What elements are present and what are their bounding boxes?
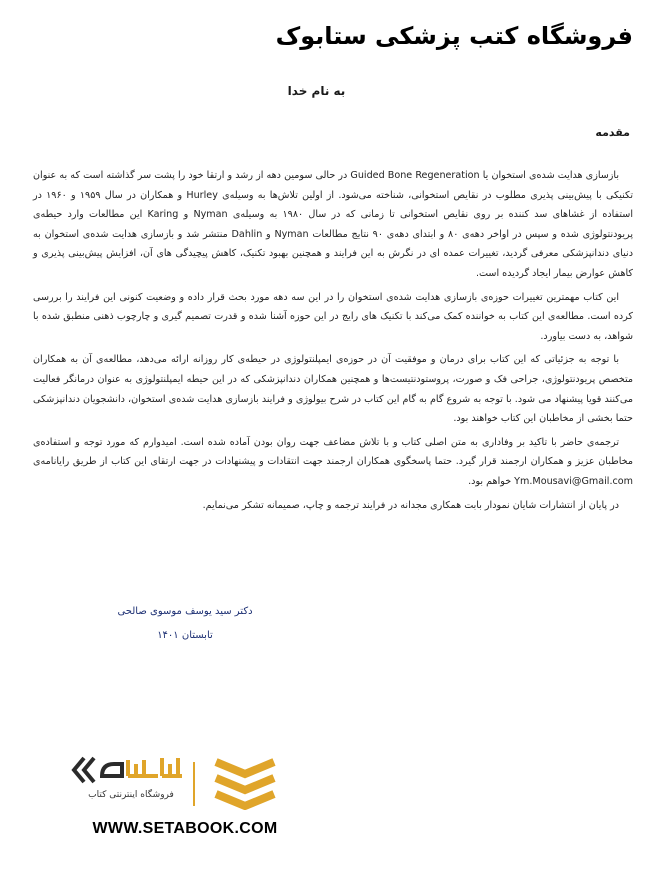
paragraph: این کتاب مهمترین تغییرات حوزه‌ی بازسازی هدایت شده‌ی استخوان را در این سه دهه مورد بحث قرار داده و وضعیت کنونی این فرایند را بررسی کرده است. مطالعه‌ی این کتاب به خواننده کمک می‌کند با تکنیک های رایج در این حوزه آشنا شده و قدرت تصمیم گیری و چارچوب ذهنی منطبق شده با شواهد، به دست بیاورد. — [33, 291, 633, 342]
signature-block — [100, 600, 270, 648]
book-stack-icon — [210, 754, 280, 810]
website-url: WWW.SETABOOK.COM — [92, 820, 278, 837]
setabook-logo — [60, 752, 300, 812]
bismillah-text: به نام خدا — [287, 84, 346, 98]
paragraph: بازسازی هدایت شده‌ی استخوان یا Guided Bone Regeneration در حالی سومین دهه از رشد و ارتقا خود را پشت سر گذاشته است که به عنوان تکنیکی با پیش‌بینی پذیری مطلوب در نقایص استخوانی، شناخته می‌شود. از اولین تلاش‌ها به وسیله‌ی Hurley و همکاران در سال ۱۹۵۹ و ۱۹۶۰ در استفاده از غشاهای سد کننده بر روی نقایص استخوانی تا زمانی که در سال ۱۹۸۰ به وسیله‌ی Nyman و Karing این مطالعات وارد حیطه‌ی پریودنتولوژی شده و سپس در اواخر دهه‌ی ۸۰ و ابتدای دهه‌ی ۹۰ نتایج مطالعات Nyman و Dahlin منتشر شد و بازسازی هدایت شده‌ی استخوان به دنیای دندانپزشکی معرفی گردید، تغییرات عمده ای در نگرش به این فرایند و همچنین بهبود تکنیک، کاهش پیچیدگی های آن، افزایش پیش‌بینی پذیری و کاهش عوارض بیمار ایجاد گردیده است. — [33, 170, 634, 279]
document-body — [33, 166, 633, 519]
signature-name: دکتر سید یوسف موسوی صالحی — [117, 606, 253, 617]
bismillah — [0, 84, 663, 98]
store-header-title: فروشگاه کتب پزشکی ستابوک — [275, 22, 633, 50]
signature-date: تابستان ۱۴۰۱ — [157, 630, 213, 641]
section-title: مقدمه — [595, 126, 630, 139]
logo-wordmark-icon — [70, 754, 188, 786]
paragraph: ترجمه‌ی حاضر با تاکید بر وفاداری به متن اصلی کتاب و با تلاش مضاعف جهت روان بودن آماده شده است. امیدوارم که مورد توجه و استفاده‌ی مخاطبان عزیز و همکاران ارجمند قرار گیرد. حتما پاسخگوی همکاران ارجمند جهت انتقادات و پیشنهادات در جهت ارتقای این کتاب از طریق رایانامه‌ی Ym.Mousavi@Gmail.com خواهم بود. — [33, 436, 633, 487]
logo-tagline: فروشگاه اینترنتی کتاب — [88, 790, 174, 800]
paragraph: با توجه به جزئیاتی که این کتاب برای درمان و موفقیت آن در حوزه‌ی ایمپلنتولوژی در حیطه‌ی کار روزانه ارائه می‌دهد، مطالعه‌ی آن به همکاران متخصص پریودنتولوژی، جراحی فک و صورت، پروستودنتیست‌ها و همچنین همکاران دندانپزشکی که در این حیطه ایمپلنتولوژی به عنوان درمانگر فعالیت می‌کنند قویا پیشنهاد می شود. با توجه به شروع گام به گام این کتاب در شرح بیولوژی و فرایند بازسازی هدایت شده‌ی استخوان، دانشجویان دندانپزشکی حتما بخشی از مخاطبان این کتاب خواهند بود. — [33, 354, 633, 425]
logo-divider — [193, 762, 195, 806]
paragraph: در پایان از انتشارات شایان نمودار بابت همکاری مجدانه در فرایند ترجمه و چاپ، صمیمانه تشکر می‌نمایم. — [202, 499, 619, 511]
